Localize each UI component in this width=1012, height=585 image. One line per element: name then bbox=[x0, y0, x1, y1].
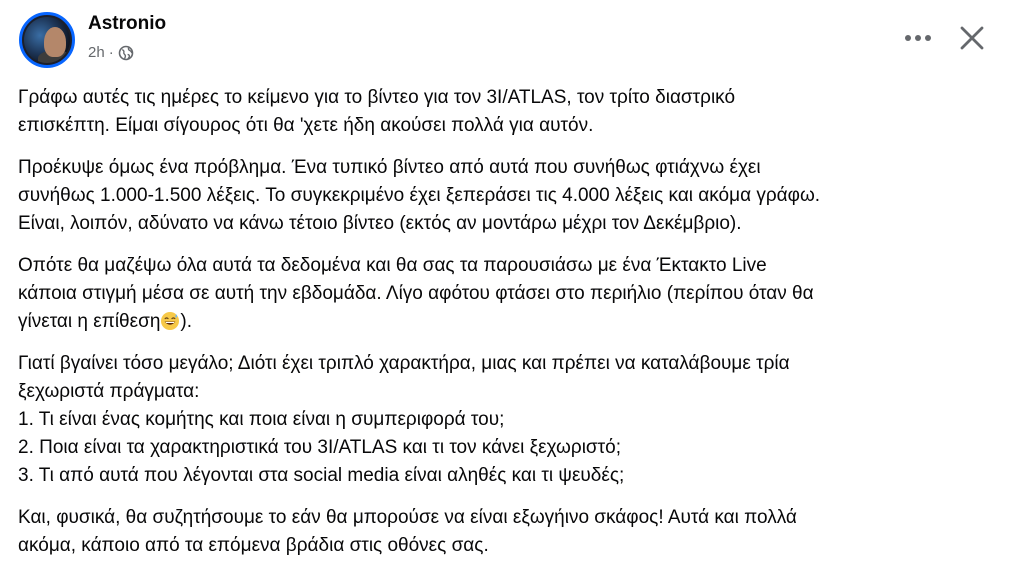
post-text bbox=[18, 84, 998, 574]
grinning-sweat-emoji-icon bbox=[160, 311, 180, 331]
close-icon bbox=[960, 26, 984, 50]
post-timestamp[interactable]: 2h bbox=[88, 44, 105, 61]
paragraph-line: επισκέπτη. Είμαι σίγουρος ότι θα 'χετε ήδη ακούσει πολλά για αυτόν. bbox=[18, 115, 594, 136]
post-header bbox=[0, 0, 1012, 80]
paragraph-line: κάποια στιγμή μέσα σε αυτή την εβδομάδα. Λίγο αφότου φτάσει στο περιήλιο (περίπου όταν θα bbox=[18, 283, 814, 304]
paragraph-line: συνήθως 1.000-1.500 λέξεις. Το συγκεκριμένο έχει ξεπεράσει τις 4.000 λέξεις και ακόμα γράφω. bbox=[18, 185, 821, 206]
post-meta bbox=[88, 44, 134, 61]
more-options-button[interactable] bbox=[898, 20, 938, 56]
paragraph-3 bbox=[18, 252, 998, 336]
paragraph-line: Είναι, λοιπόν, αδύνατο να κάνω τέτοιο βίντεο (εκτός αν μοντάρω μέχρι τον Δεκέμβριο). bbox=[18, 213, 742, 234]
list-item: 3. Τι από αυτά που λέγονται στα social media είναι αληθές και τι ψευδές; bbox=[18, 465, 625, 486]
list-item: 1. Τι είναι ένας κομήτης και ποια είναι η συμπεριφορά του; bbox=[18, 409, 505, 430]
paragraph-line: ξεχωριστά πράγματα: bbox=[18, 381, 200, 402]
meta-separator: · bbox=[108, 44, 114, 61]
paragraph-1 bbox=[18, 84, 998, 140]
paragraph-line: ακόμα, κάποιο από τα επόμενα βράδια στις οθόνες σας. bbox=[18, 535, 489, 556]
close-button[interactable] bbox=[952, 18, 992, 58]
globe-icon[interactable] bbox=[118, 45, 134, 61]
paragraph-line-with-emoji bbox=[18, 308, 998, 336]
paragraph-line: Προέκυψε όμως ένα πρόβλημα. Ένα τυπικό βίντεο από αυτά που συνήθως φτιάχνω έχει bbox=[18, 157, 761, 178]
paragraph-4 bbox=[18, 350, 998, 490]
author-name[interactable]: Astronio bbox=[88, 13, 167, 34]
paragraph-text: ). bbox=[180, 311, 192, 332]
more-options-icon bbox=[904, 34, 932, 42]
avatar-face bbox=[44, 27, 66, 57]
paragraph-line: Οπότε θα μαζέψω όλα αυτά τα δεδομένα και θα σας τα παρουσιάσω με ένα Έκτακτο Live bbox=[18, 255, 767, 276]
list-item: 2. Ποια είναι τα χαρακτηριστικά του 3I/ATLAS και τι τον κάνει ξεχωριστό; bbox=[18, 437, 621, 458]
paragraph-5 bbox=[18, 504, 998, 560]
avatar[interactable] bbox=[19, 12, 75, 68]
paragraph-2 bbox=[18, 154, 998, 238]
paragraph-text: γίνεται η επίθεση bbox=[18, 311, 161, 332]
avatar-photo bbox=[24, 17, 70, 63]
paragraph-line: Γράφω αυτές τις ημέρες το κείμενο για το βίντεο για τον 3I/ATLAS, τον τρίτο διαστρικό bbox=[18, 87, 736, 108]
paragraph-line: Και, φυσικά, θα συζητήσουμε το εάν θα μπορούσε να είναι εξωγήινο σκάφος! Αυτά και πολλά bbox=[18, 507, 797, 528]
paragraph-line: Γιατί βγαίνει τόσο μεγάλο; Διότι έχει τριπλό χαρακτήρα, μιας και πρέπει να καταλάβουμε τρία bbox=[18, 353, 790, 374]
